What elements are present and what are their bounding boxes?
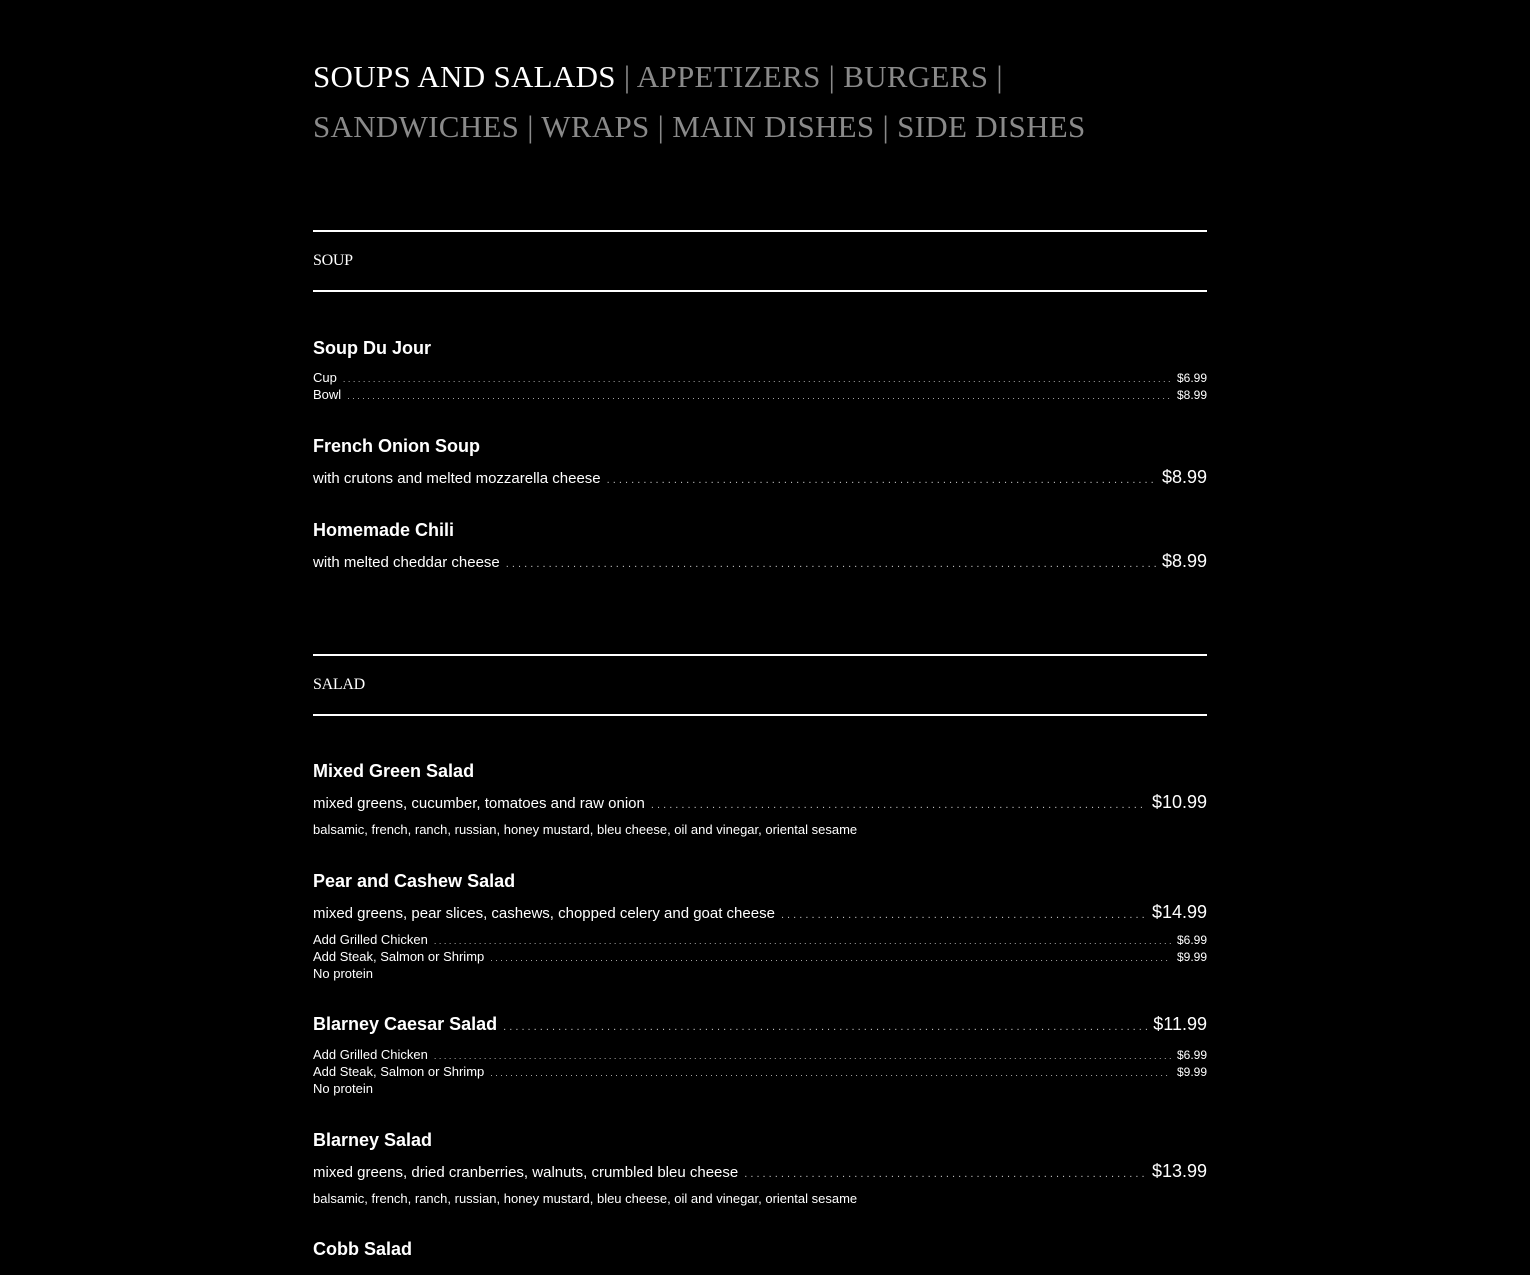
option-label: Add Grilled Chicken xyxy=(313,1047,428,1062)
option-price: $6.99 xyxy=(1176,371,1207,385)
menu-item-name: Blarney Salad xyxy=(313,1130,433,1150)
dot-leader xyxy=(490,953,1171,963)
item-description: with melted cheddar cheese xyxy=(313,554,500,571)
dot-leader xyxy=(434,936,1171,946)
option-price: $9.99 xyxy=(1176,950,1207,964)
dot-leader xyxy=(651,799,1146,811)
menu-item-name: Soup Du Jour xyxy=(313,338,431,358)
dot-leader xyxy=(744,1168,1146,1180)
price-option-row xyxy=(313,1047,1207,1062)
menu-item-row xyxy=(313,551,1207,572)
dressing-options-note: balsamic, french, ranch, russian, honey mustard, bleu cheese, oil and vinegar, oriental sesame xyxy=(313,1191,858,1206)
section-title: SALAD xyxy=(313,676,365,693)
item-description: mixed greens, cucumber, tomatoes and raw onion xyxy=(313,795,645,812)
no-protein-option: No protein xyxy=(313,1081,373,1096)
nav-separator: | xyxy=(657,109,673,144)
item-price: $11.99 xyxy=(1153,1014,1207,1034)
item-description: with crutons and melted mozzarella cheese xyxy=(313,470,601,487)
option-price: $9.99 xyxy=(1176,1065,1207,1079)
dot-leader xyxy=(343,374,1171,384)
item-description: mixed greens, dried cranberries, walnuts, crumbled bleu cheese xyxy=(313,1164,739,1181)
menu-item-name: Mixed Green Salad xyxy=(313,761,475,781)
option-price: $6.99 xyxy=(1176,1048,1207,1062)
no-protein-option: No protein xyxy=(313,966,373,981)
nav-separator: | xyxy=(527,109,542,144)
dot-leader xyxy=(347,391,1171,401)
option-label: Bowl xyxy=(313,387,342,402)
menu-item-name: Cobb Salad xyxy=(313,1239,413,1259)
menu-item-row xyxy=(313,467,1207,488)
price-option-row xyxy=(313,932,1207,947)
option-label: Add Grilled Chicken xyxy=(313,932,428,947)
price-option-row xyxy=(313,1064,1207,1079)
section-title: SOUP xyxy=(313,252,353,269)
menu-item-name: French Onion Soup xyxy=(313,436,480,456)
dot-leader xyxy=(506,558,1156,570)
menu-item-name: Pear and Cashew Salad xyxy=(313,871,516,891)
nav-separator: | xyxy=(828,59,844,94)
price-option-row xyxy=(313,387,1207,402)
nav-side-dishes[interactable]: SIDE DISHES xyxy=(897,109,1086,144)
menu-item-name: Homemade Chili xyxy=(313,520,455,540)
menu-item-row xyxy=(313,792,1207,813)
menu-item-name: Blarney Caesar Salad xyxy=(313,1014,498,1034)
item-description: mixed greens, pear slices, cashews, chopped celery and goat cheese xyxy=(313,905,775,922)
option-price: $8.99 xyxy=(1176,388,1207,402)
nav-separator: | xyxy=(623,59,637,94)
nav-wraps[interactable]: WRAPS xyxy=(541,109,650,144)
nav-main-dishes[interactable]: MAIN DISHES xyxy=(672,109,875,144)
nav-burgers[interactable]: BURGERS xyxy=(843,59,989,94)
option-price: $6.99 xyxy=(1176,933,1207,947)
item-price: $10.99 xyxy=(1151,792,1207,812)
item-price: $8.99 xyxy=(1161,551,1207,571)
price-option-row xyxy=(313,370,1207,385)
nav-soups-and-salads[interactable]: SOUPS AND SALADS xyxy=(313,59,616,94)
item-price: $14.99 xyxy=(1151,902,1207,922)
dot-leader xyxy=(490,1068,1171,1078)
menu-item-row xyxy=(313,902,1207,923)
item-price: $8.99 xyxy=(1161,467,1207,487)
section-header-soup xyxy=(313,230,1207,292)
nav-separator: | xyxy=(882,109,898,144)
option-label: Add Steak, Salmon or Shrimp xyxy=(313,1064,485,1079)
section-header-salad xyxy=(313,654,1207,716)
option-label: Add Steak, Salmon or Shrimp xyxy=(313,949,485,964)
dot-leader xyxy=(781,909,1146,921)
option-label: Cup xyxy=(313,370,337,385)
nav-sandwiches[interactable]: SANDWICHES xyxy=(313,109,520,144)
menu-item-row xyxy=(313,1161,1207,1182)
price-option-row xyxy=(313,949,1207,964)
category-nav xyxy=(313,52,1173,152)
dressing-options-note: balsamic, french, ranch, russian, honey mustard, bleu cheese, oil and vinegar, oriental sesame xyxy=(313,822,858,837)
dot-leader xyxy=(434,1051,1171,1061)
nav-separator: | xyxy=(996,59,1003,94)
dot-leader xyxy=(607,474,1156,486)
item-price: $13.99 xyxy=(1151,1161,1207,1181)
menu-item-row xyxy=(313,1014,1207,1035)
dot-leader xyxy=(503,1021,1147,1033)
nav-appetizers[interactable]: APPETIZERS xyxy=(636,59,821,94)
